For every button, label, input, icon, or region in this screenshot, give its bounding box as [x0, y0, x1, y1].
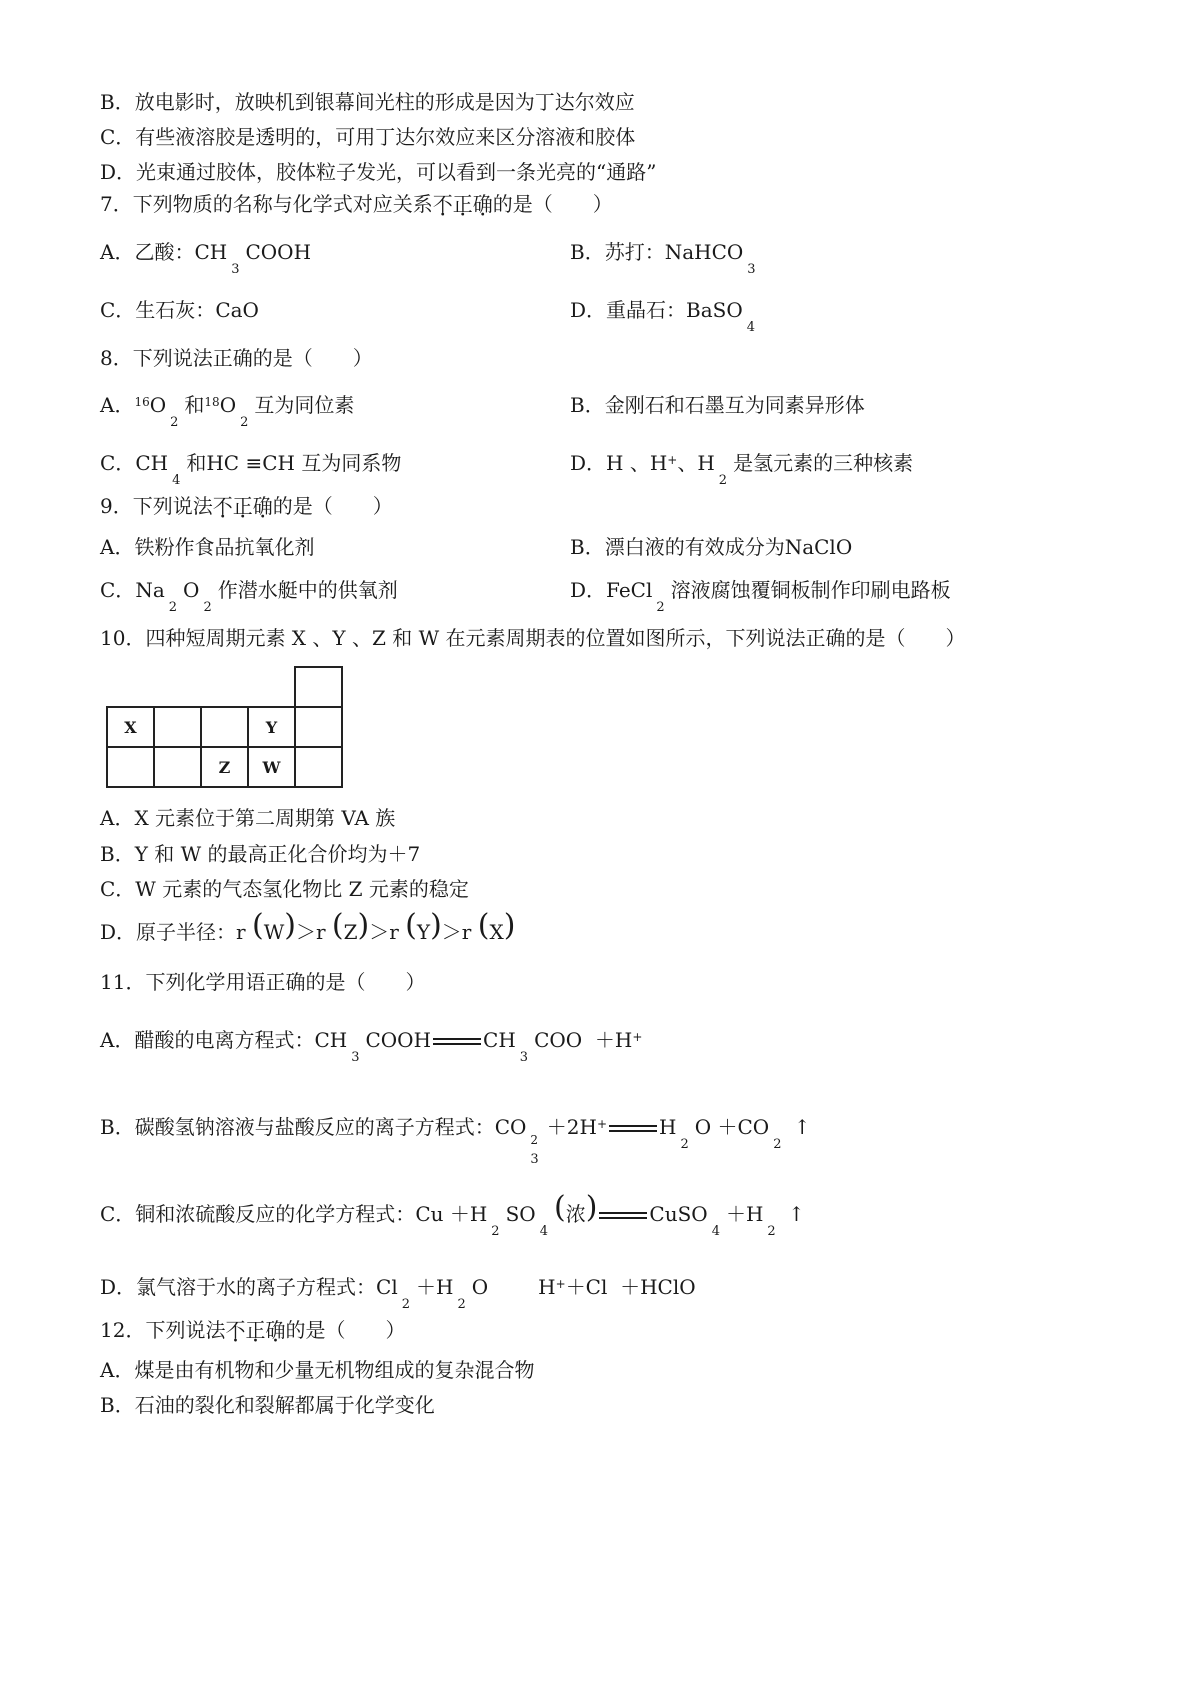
q7-stem: 7．下列物质的名称与化学式对应关系不正确的是（ ）: [100, 192, 613, 216]
equals-sign: [433, 1035, 481, 1048]
q11-option-d: D．氯气溶于水的离子方程式：$Cl_2+H_2O$ H+＋Cl ＋HClO: [100, 1275, 696, 1312]
q7-option-d: D．重晶石：BaSO$_4$: [570, 298, 756, 335]
q11-option-a: A．醋酸的电离方程式：$CH_3COOH$ $CH_3COO +H^+$: [100, 1028, 643, 1065]
equals-sign: [609, 1122, 657, 1135]
q7-option-a: A．乙酸：$CH_3COOH$: [100, 240, 312, 277]
q9-option-a: A．铁粉作食品抗氧化剂: [100, 535, 315, 559]
q12-option-a: A．煤是由有机物和少量无机物组成的复杂混合物: [100, 1358, 535, 1382]
q8-stem: 8．下列说法正确的是（ ）: [100, 346, 373, 370]
q8-option-c: C．$CH_4$和HC ≡CH 互为同系物: [100, 451, 402, 488]
q9-stem: 9．下列说法不正确的是（ ）: [100, 494, 393, 518]
q10-option-b: B．Y 和 W 的最高正化合价均为＋7: [100, 842, 421, 866]
q8-option-d: D．H 、H+、$H_2$是氢元素的三种核素: [570, 451, 914, 488]
pt-cell-z: Z: [201, 747, 248, 787]
q6-option-b: B．放电影时，放映机到银幕间光柱的形成是因为丁达尔效应: [100, 90, 635, 114]
pt-cell: [295, 667, 342, 707]
q8-option-b: B．金刚石和石墨互为同素异形体: [570, 393, 865, 417]
periodic-table-fragment: [106, 666, 343, 788]
q9-option-c: C．$Na_2O_2$作潜水艇中的供氧剂: [100, 578, 398, 615]
q9-option-b: B．漂白液的有效成分为NaClO: [570, 535, 853, 559]
q10-option-d: D．原子半径：r (W)＞r (Z)＞r (Y)＞r (X): [100, 908, 516, 944]
q7-option-c: C．生石灰：CaO: [100, 298, 259, 322]
q10-stem: 10．四种短周期元素 X 、Y 、Z 和 W 在元素周期表的位置如图所示，下列说法正确的是（ ）: [100, 626, 966, 650]
q11-stem: 11．下列化学用语正确的是（ ）: [100, 970, 426, 994]
q12-stem: 12．下列说法不正确的是（ ）: [100, 1318, 406, 1342]
pt-cell-w: W: [248, 747, 295, 787]
q11-option-c: C．铜和浓硫酸反应的化学方程式：$Cu +H_2SO_4$(浓) $CuSO_4+H_2$ ↑: [100, 1190, 805, 1239]
q6-option-d: D．光束通过胶体，胶体粒子发光，可以看到一条光亮的“通路”: [100, 160, 657, 184]
q10-option-a: A．X 元素位于第二周期第 VA 族: [100, 806, 396, 830]
gas-arrow-icon: ↑: [788, 1202, 805, 1226]
gas-arrow-icon: ↑: [793, 1115, 811, 1139]
pt-cell-y: Y: [248, 707, 295, 747]
q11-option-b: B．碳酸氢钠溶液与盐酸反应的离子方程式：CO 2 3 ＋2H+ $H_2O +CO_2$ ↑: [100, 1115, 811, 1167]
equals-sign: [599, 1209, 647, 1222]
q12-option-b: B．石油的裂化和裂解都属于化学变化: [100, 1393, 435, 1417]
q7-option-b: B．苏打：NaHCO$_3$: [570, 240, 756, 277]
q8-option-a: A．$^{16}O_2$和$^{18}O_2$互为同位素: [100, 393, 355, 430]
pt-cell-x: X: [107, 707, 154, 747]
q10-option-c: C．W 元素的气态氢化物比 Z 元素的稳定: [100, 877, 469, 901]
q6-option-c: C．有些液溶胶是透明的，可用丁达尔效应来区分溶液和胶体: [100, 125, 636, 149]
q9-option-d: D．FeCl$_2$溶液腐蚀覆铜板制作印刷电路板: [570, 578, 951, 615]
